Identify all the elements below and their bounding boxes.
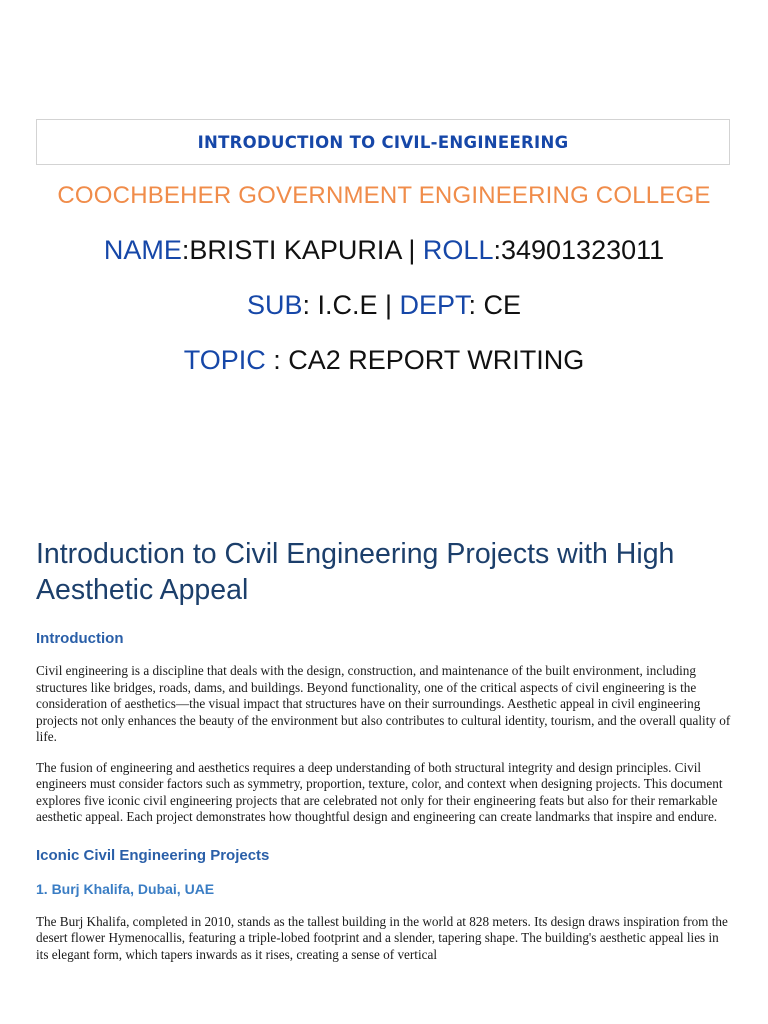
intro-paragraph-1: Civil engineering is a discipline that deals with the design, construction, and maintenance of the built environment, including structures like bridges, roads, dams, and buildings. Beyond functionality, one of the critical aspects of civil engineering is the consideration of aesthetics—the visual impact that structures have on their surroundings. Aesthetic appeal in civil engineering projects not only enhances the beauty of the environment but also contributes to cultural identity, tourism, and the overall quality of life. [36,663,731,744]
topic-label: TOPIC [183,345,266,375]
sub-dept-line [0,290,768,321]
roll-value: :34901323011 [493,235,665,265]
dept-value: : CE [468,290,522,320]
main-heading: Introduction to Civil Engineering Projects with High Aesthetic Appeal [36,538,675,606]
document-title: INTRODUCTION TO CIVIL-ENGINEERING [197,132,569,152]
name-label: NAME [103,235,182,265]
name-roll-line [0,235,768,266]
dept-label: DEPT [399,290,469,320]
intro-paragraph-2: The fusion of engineering and aesthetics requires a deep understanding of both structural integrity and design principles. Civil engineers must consider factors such as symmetry, proportion, texture, color, and context when designing projects. This document explores five iconic civil engineering projects that are celebrated not only for their engineering feats but also for their remarkable aesthetic appeal. Each project demonstrates how thoughtful design and engineering can create landmarks that inspire and endure. [36,759,723,824]
projects-heading: Iconic Civil Engineering Projects [36,846,270,864]
topic-value: : CA2 REPORT WRITING [265,345,585,375]
sub-value: : I.C.E | [302,290,400,320]
college-name: COOCHBEHER GOVERNMENT ENGINEERING COLLEGE [57,182,711,209]
sub-label: SUB [246,290,303,320]
intro-heading: Introduction [36,630,124,647]
project-1-paragraph: The Burj Khalifa, completed in 2010, stands as the tallest building in the world at 828 meters. Its design draws inspiration from the desert flower Hymenocallis, featuring a triple-lobed footprint and a slender, tapering shape. The building's aesthetic appeal lies in its elegant form, which tapers inwards as it rises, creating a sense of vertical [36,913,728,962]
title-box [36,119,730,165]
document-body [36,536,731,963]
name-value: :BRISTI KAPURIA | [181,235,423,265]
topic-line [0,345,768,376]
project-1-heading: 1. Burj Khalifa, Dubai, UAE [36,880,215,897]
roll-label: ROLL [422,235,494,265]
